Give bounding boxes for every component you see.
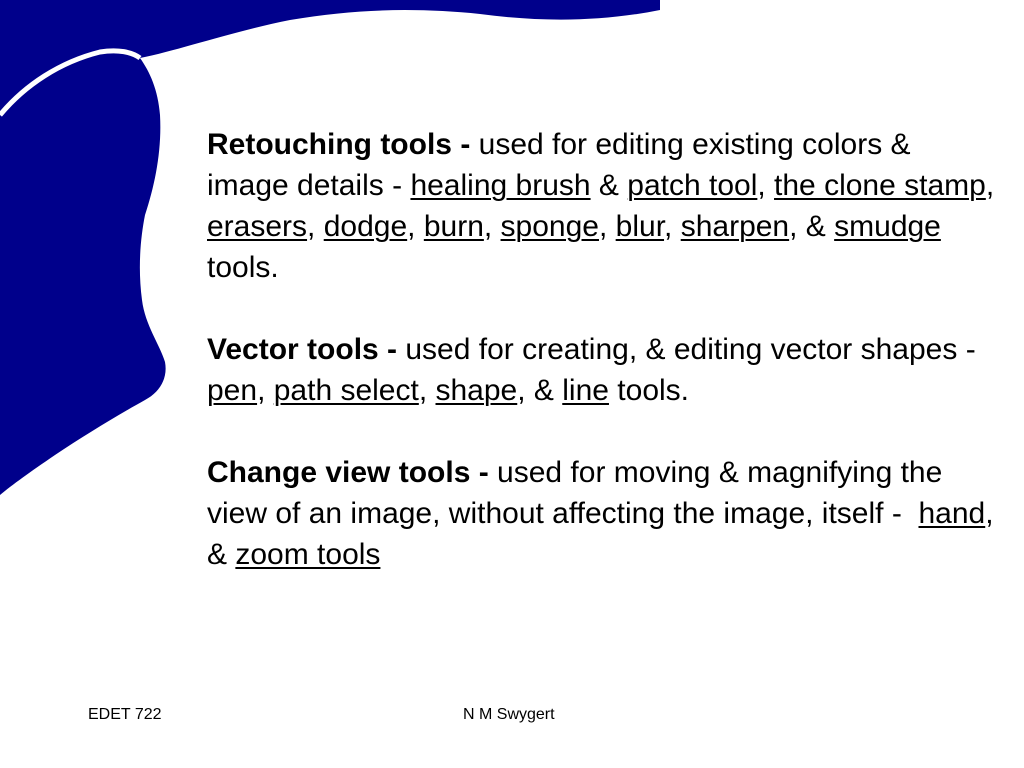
healing-brush-link[interactable]: healing brush xyxy=(410,169,591,202)
paragraph-change-view-tools xyxy=(207,452,997,575)
footer-author: N M Swygert xyxy=(463,706,555,723)
vector-tools-heading: Vector tools - xyxy=(207,333,406,366)
separator: , & xyxy=(789,210,835,243)
change-view-tools-description: used for moving & magnifying the view of an image, without affecting the image, itself - xyxy=(207,456,951,530)
separator: , & xyxy=(207,497,994,571)
separator: , xyxy=(598,210,616,243)
clone-stamp-link[interactable]: the clone stamp xyxy=(774,169,986,202)
separator: & xyxy=(590,169,628,202)
separator: , & xyxy=(517,374,563,407)
smudge-link[interactable]: smudge xyxy=(834,210,941,243)
sentence-end: tools. xyxy=(608,374,690,407)
dodge-link[interactable]: dodge xyxy=(323,210,408,243)
separator: , xyxy=(985,169,995,202)
change-view-tools-heading: Change view tools - xyxy=(207,456,498,489)
burn-link[interactable]: burn xyxy=(423,210,484,243)
separator: , xyxy=(257,374,274,407)
hand-link[interactable]: hand xyxy=(918,497,986,530)
erasers-link[interactable]: erasers xyxy=(207,210,308,243)
separator: , xyxy=(407,210,424,243)
separator: , xyxy=(483,210,501,243)
sentence-end: tools. xyxy=(207,251,279,284)
separator: , xyxy=(418,374,436,407)
zoom-tools-link[interactable]: zoom tools xyxy=(235,538,381,571)
separator: , xyxy=(307,210,324,243)
blur-link[interactable]: blur xyxy=(615,210,665,243)
separator: , xyxy=(664,210,681,243)
sponge-link[interactable]: sponge xyxy=(500,210,599,243)
retouching-tools-description: used for editing existing colors & image details - xyxy=(207,128,911,202)
vector-tools-description: used for creating, & editing vector shapes - xyxy=(405,333,976,366)
sharpen-link[interactable]: sharpen xyxy=(680,210,790,243)
separator: , xyxy=(757,169,775,202)
shape-link[interactable]: shape xyxy=(435,374,518,407)
patch-tool-link[interactable]: patch tool xyxy=(627,169,758,202)
path-select-link[interactable]: path select xyxy=(273,374,419,407)
pen-link[interactable]: pen xyxy=(207,374,258,407)
paragraph-retouching-tools xyxy=(207,124,997,288)
paragraph-vector-tools xyxy=(207,329,997,411)
retouching-tools-heading: Retouching tools - xyxy=(207,128,479,161)
line-link[interactable]: line xyxy=(562,374,609,407)
footer-course-code: EDET 722 xyxy=(88,706,162,723)
slide-body xyxy=(207,124,997,616)
